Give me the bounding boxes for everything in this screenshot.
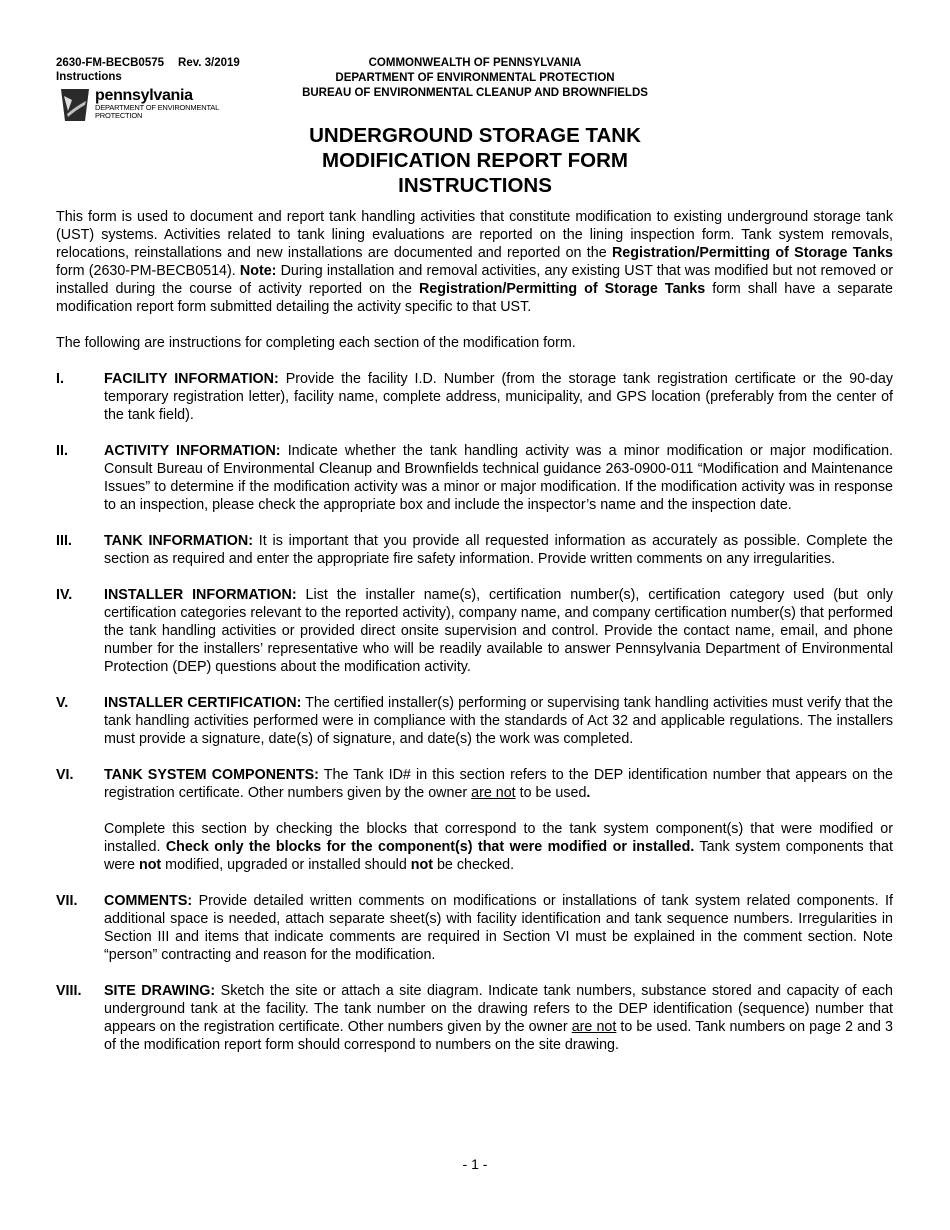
section-heading: TANK SYSTEM COMPONENTS: — [104, 767, 319, 783]
logo-name: pennsylvania — [95, 87, 193, 104]
section-number: II. — [56, 443, 68, 459]
document-title — [200, 123, 750, 198]
section-heading: SITE DRAWING: — [104, 983, 216, 999]
section-heading: ACTIVITY INFORMATION: — [104, 443, 281, 459]
section-heading: COMMENTS: — [104, 893, 193, 909]
section-number: VIII. — [56, 983, 82, 999]
title-line-1: UNDERGROUND STORAGE TANK — [309, 124, 641, 147]
section-heading: INSTALLER CERTIFICATION: — [104, 695, 302, 711]
section-tank-system-components: VI. TANK SYSTEM COMPONENTS: The Tank ID# in this section refers to the DEP identification number that appears on the registration certificate. Other numbers given by the owner are not to be used. Complete this section by checking the blocks that correspond to the tank system component(s) that were modified or installed. Check only the blocks for the component(s) that were modified or installed. Tank system components that were not modified, upgraded or installed should not be checked. — [56, 767, 893, 873]
section-installer-information — [56, 586, 893, 676]
agency-line-commonwealth: COMMONWEALTH OF PENNSYLVANIA — [368, 57, 582, 69]
section-text: It is important that you provide all requested information as accurately as possible. Complete the section as required and enter the appropriate fire safety information. Provide written comments on any irregularities. — [104, 533, 893, 567]
page-number: - 1 - — [462, 1156, 488, 1172]
section-heading: FACILITY INFORMATION: — [104, 371, 279, 387]
section-text: Indicate whether the tank handling activity was a minor modification or major modification. Consult Bureau of Environmental Cleanup and Brownfields technical guidance 263-0900-011 “Modification and Maintenance Issues” to determine if the modification activity was a minor or major modification. If the modification activity was in response to an inspection, please check the appropriate box and include the inspector’s name and the inspection date. — [104, 443, 894, 513]
section-heading: TANK INFORMATION: — [104, 533, 253, 549]
section-comments — [56, 892, 893, 964]
form-number: 2630-FM-BECB0575 — [56, 57, 165, 69]
section-text: Provide detailed written comments on modifications or installations of tank system related components. If additional space is needed, attach separate sheet(s) with facility identification and tank sequence numbers. Irregularities in Section III and items that indicate comments are required in Section VI must be explained in the comment section. Note “person” contracting and reason for the modification. — [104, 893, 893, 963]
section-text: The certified installer(s) performing or supervising tank handling activities must verify that the tank handling activities performed were in compliance with the standards of Act 32 and applicable regulations. The installers must provide a signature, date(s) of signature, and date(s) the work was completed. — [104, 695, 893, 747]
section-number: VII. — [56, 893, 78, 909]
section-number: V. — [56, 695, 69, 711]
form-id-line — [56, 56, 240, 70]
keystone-icon — [58, 87, 92, 123]
logo-dept-line-1: DEPARTMENT OF ENVIRONMENTAL — [95, 103, 220, 112]
section-activity-information — [56, 442, 893, 514]
agency-line-department: DEPARTMENT OF ENVIRONMENTAL PROTECTION — [335, 72, 615, 84]
section-number: IV. — [56, 587, 73, 603]
section-number: III. — [56, 533, 72, 549]
logo-dept-line-2: PROTECTION — [95, 111, 143, 120]
section-heading: INSTALLER INFORMATION: — [104, 587, 297, 603]
section-tank-information — [56, 532, 893, 568]
title-line-2: MODIFICATION REPORT FORM — [322, 149, 628, 172]
pa-dep-logo — [58, 87, 219, 123]
agency-line-bureau: BUREAU OF ENVIRONMENTAL CLEANUP AND BROWNFIELDS — [302, 87, 648, 99]
agency-header — [260, 56, 690, 101]
section-text: List the installer name(s), certification number(s), certification category used (but only certification categories relevant to the reported activity), company name, and company certification number(s) that performed the tank handling activities or provided direct onsite supervision and control. Provide the contact name, email, and phone number for the installers’ representative who will be readily available to answer Pennsylvania Department of Environmental Protection (DEP) questions about the modification activity. — [104, 587, 893, 675]
intro-paragraph: This form is used to document and report tank handling activities that constitute modification to existing underground storage tank (UST) systems. Activities related to tank lining evaluations are reported on the lining inspection form. Tank system removals, relocations, reinstallations and new installations are documented and reported on the Registration/Permitting of Storage Tanks form (2630-PM-BECB0514). Note: During installation and removal activities, any existing UST that was modified but not removed or installed during the course of activity reported on the Registration/Permitting of Storage Tanks form shall have a separate modification report form submitted detailing the activity specific to that UST. — [56, 209, 893, 315]
section-site-drawing: VIII. SITE DRAWING: Sketch the site or attach a site diagram. Indicate tank numbers, substance stored and capacity of each underground tank at the facility. The tank number on the drawing refers to the DEP identification (sequence) number that appears on the registration certificate. Other numbers given by the owner are not to be used. Tank numbers on page 2 and 3 of the modification report form should correspond to numbers on the site drawing. — [56, 983, 894, 1053]
section-facility-information — [56, 370, 893, 424]
intro-following: The following are instructions for completing each section of the modification form. — [56, 335, 576, 351]
form-header-left — [56, 56, 240, 84]
title-line-3: INSTRUCTIONS — [398, 174, 552, 197]
section-text: Provide the facility I.D. Number (from the storage tank registration certificate or the 90-day temporary registration letter), facility name, complete address, municipality, and GPS location (preferably from the center of the tank field). — [104, 371, 893, 423]
section-number: I. — [56, 371, 64, 387]
revision: Rev. 3/2019 — [178, 57, 240, 69]
section-number: VI. — [56, 767, 74, 783]
doc-type: Instructions — [56, 71, 122, 83]
section-installer-certification — [56, 694, 893, 748]
instructions-body — [56, 208, 893, 1054]
